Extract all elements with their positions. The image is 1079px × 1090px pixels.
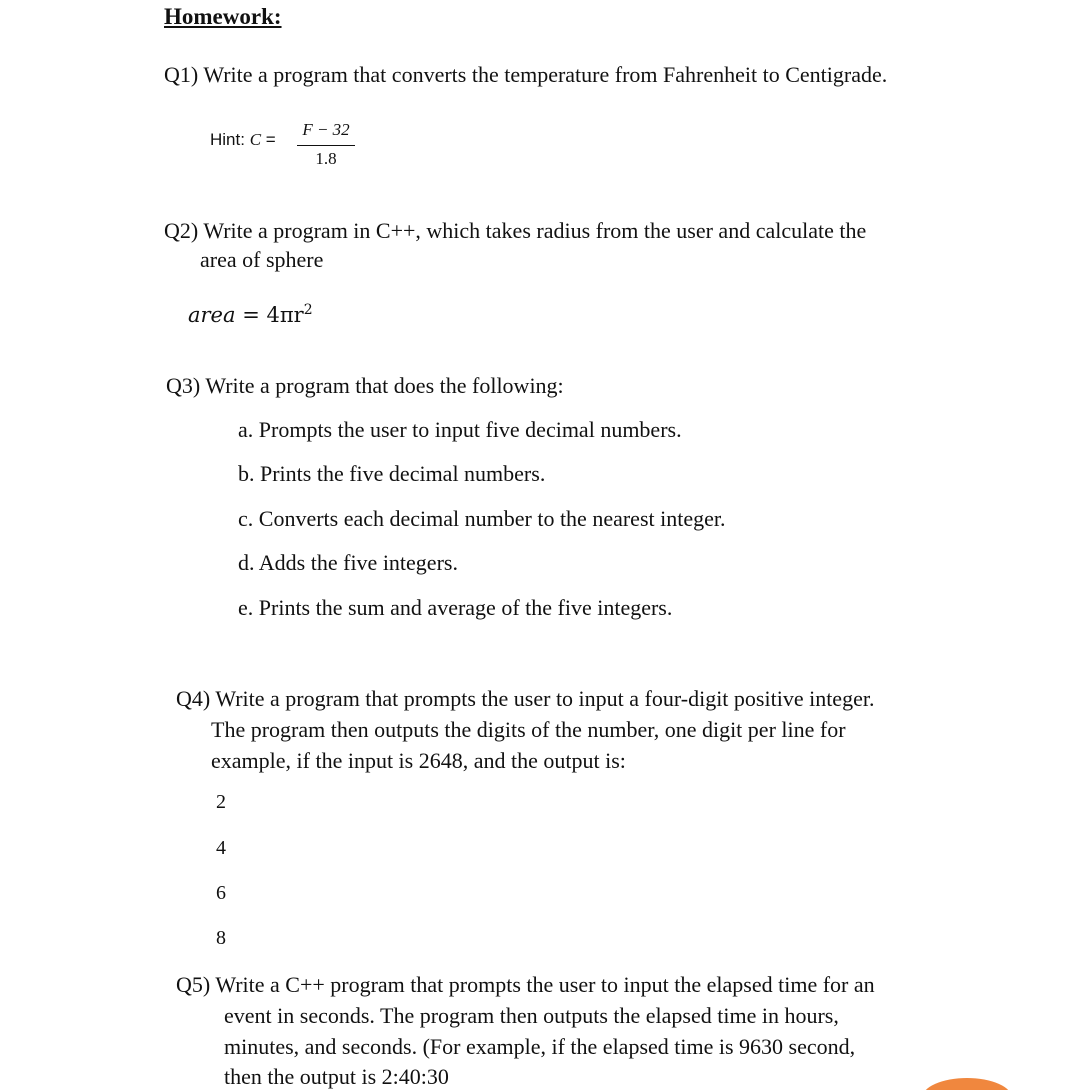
q5-line-1: Q5) Write a C++ program that prompts the user to input the elapsed time for an <box>176 972 875 997</box>
hint-variable: C <box>249 130 262 149</box>
hint-denominator: 1.8 <box>315 149 337 168</box>
q5-line-4: then the output is 2:40:30 <box>224 1064 449 1089</box>
q2-text: Q2) Write a program in C++, which takes radius from the user and calculate the <box>164 218 867 243</box>
q4-line-3: example, if the input is 2648, and the output is: <box>211 748 626 773</box>
output-digit: 6 <box>216 882 226 904</box>
q5-line-2: event in seconds. The program then outputs the elapsed time in hours, <box>224 1003 839 1028</box>
sphere-area-formula <box>188 302 313 327</box>
q3-item-e: e. Prints the sum and average of the five integers. <box>238 595 673 620</box>
q2-text-continued: area of sphere <box>200 247 324 272</box>
q3-item-d: d. Adds the five integers. <box>238 550 458 575</box>
output-digit: 4 <box>216 837 226 859</box>
q3-item-c: c. Converts each decimal number to the nearest integer. <box>238 506 726 531</box>
output-digit: 2 <box>216 791 226 813</box>
q5-line-3: minutes, and seconds. (For example, if the elapsed time is 9630 second, <box>224 1034 856 1059</box>
formula-lhs: area <box>188 303 236 327</box>
q3-item-a: a. Prompts the user to input five decimal numbers. <box>238 417 682 442</box>
q4-line-2: The program then outputs the digits of the number, one digit per line for <box>211 717 846 742</box>
homework-heading: Homework: <box>164 4 282 29</box>
hint-equals: = <box>265 130 276 149</box>
formula-rhs: 4πr <box>266 303 304 327</box>
q4-line-1: Q4) Write a program that prompts the user to input a four-digit positive integer. <box>176 686 875 711</box>
formula-equals: = <box>242 303 260 327</box>
q1-hint <box>210 130 276 150</box>
hint-numerator: F − 32 <box>302 120 350 139</box>
q1-text: Q1) Write a program that converts the temperature from Fahrenheit to Centigrade. <box>164 62 888 87</box>
q3-text: Q3) Write a program that does the following: <box>166 373 564 398</box>
output-digit: 8 <box>216 927 226 949</box>
q3-item-b: b. Prints the five decimal numbers. <box>238 461 546 486</box>
fraction-bar <box>297 145 355 146</box>
hint-label: Hint: <box>210 130 245 149</box>
floating-action-button[interactable] <box>922 1078 1012 1090</box>
formula-exponent: 2 <box>303 302 313 318</box>
